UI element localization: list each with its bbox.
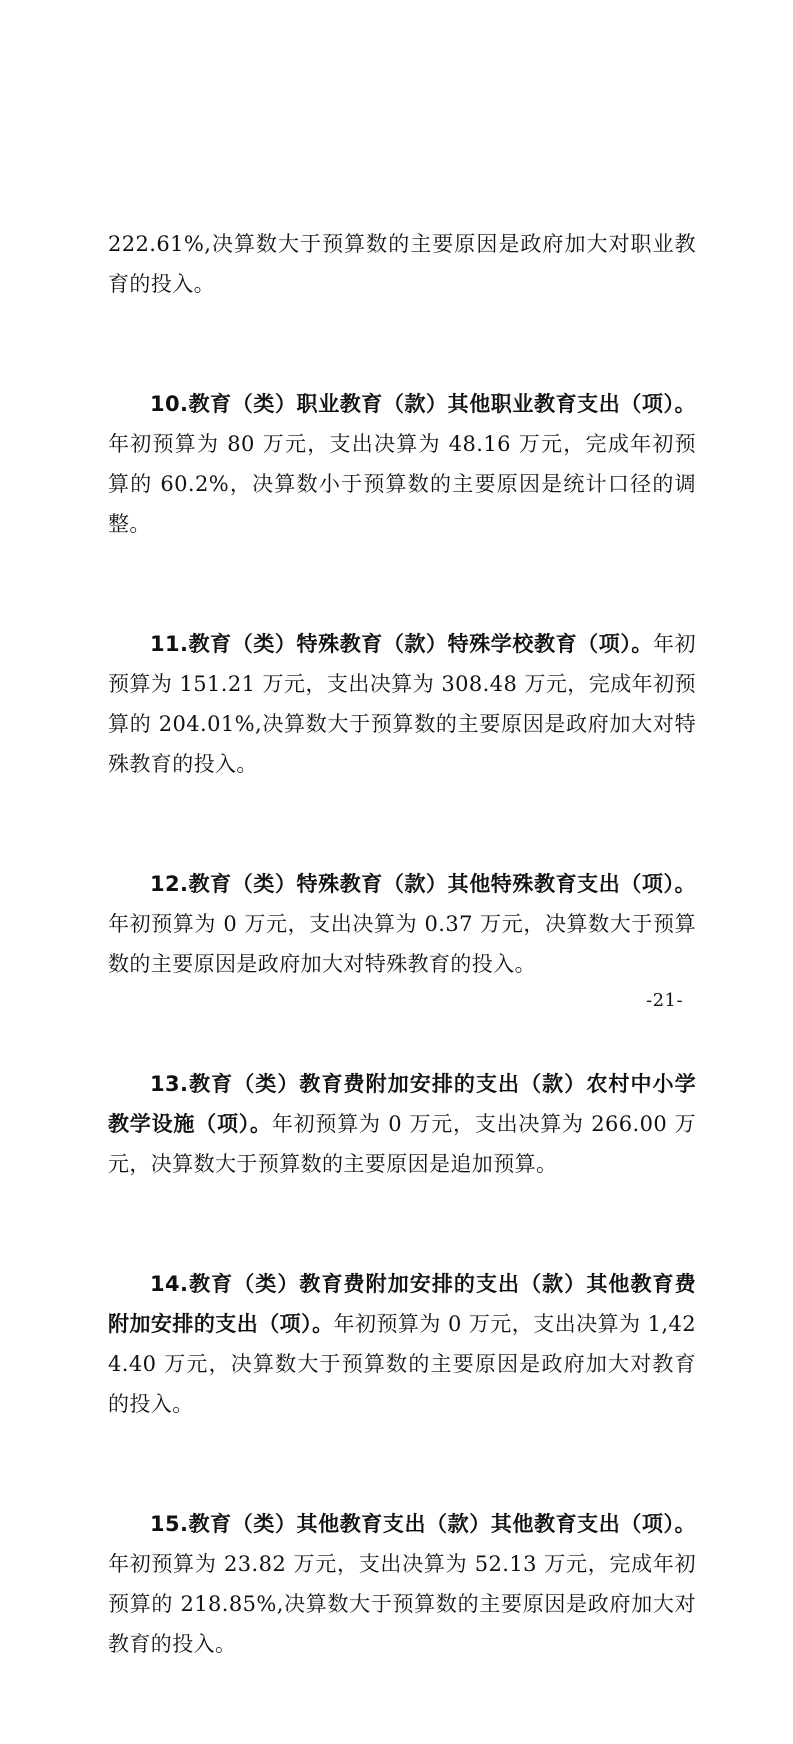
paragraph-item-14 xyxy=(108,1264,696,1424)
document-body xyxy=(108,144,696,1744)
paragraph-body: 年初预算为 23.82 万元，支出决算为 52.13 万元，完成年初预算的 218.85%,决算数大于预算数的主要原因是政府加大对教育的投入。 xyxy=(108,1552,696,1656)
paragraph-item-15 xyxy=(108,1504,696,1664)
paragraph-heading: 13.教育（类）教育费附加安排的支出（款）农村中小学教学设施（项）。 xyxy=(108,1072,696,1136)
paragraph-item-12 xyxy=(108,864,696,984)
paragraph-item-10 xyxy=(108,384,696,544)
paragraph-body: 年初预算为 80 万元，支出决算为 48.16 万元，完成年初预算的 60.2%，决算数小于预算数的主要原因是统计口径的调整。 xyxy=(108,432,696,536)
paragraph-body: 年初预算为 151.21 万元，支出决算为 308.48 万元，完成年初预算的 204.01%,决算数大于预算数的主要原因是政府加大对特殊教育的投入。 xyxy=(108,632,696,776)
paragraph-item-13 xyxy=(108,1064,696,1184)
paragraph-heading: 15.教育（类）其他教育支出（款）其他教育支出（项）。 xyxy=(150,1512,696,1536)
paragraph-body: 年初预算为 0 万元，支出决算为 0.37 万元，决算数大于预算数的主要原因是政府加大对特殊教育的投入。 xyxy=(108,912,696,976)
paragraph-body: 222.61%,决算数大于预算数的主要原因是政府加大对职业教育的投入。 xyxy=(108,232,696,296)
paragraph-heading: 12.教育（类）特殊教育（款）其他特殊教育支出（项）。 xyxy=(150,872,696,896)
paragraph-item-11 xyxy=(108,624,696,784)
paragraph-continuation xyxy=(108,224,696,304)
paragraph-heading: 10.教育（类）职业教育（款）其他职业教育支出（项）。 xyxy=(150,392,696,416)
paragraph-heading: 14.教育（类）教育费附加安排的支出（款）其他教育费附加安排的支出（项）。 xyxy=(108,1272,696,1336)
paragraph-body: 年初预算为 0 万元，支出决算为 1,424.40 万元，决算数大于预算数的主要原因是政府加大对教育的投入。 xyxy=(108,1312,696,1416)
paragraph-heading: 11.教育（类）特殊教育（款）特殊学校教育（项）。 xyxy=(150,632,653,656)
page-number: -21- xyxy=(646,990,684,1011)
paragraph-body: 年初预算为 0 万元，支出决算为 266.00 万元，决算数大于预算数的主要原因是追加预算。 xyxy=(108,1112,696,1176)
